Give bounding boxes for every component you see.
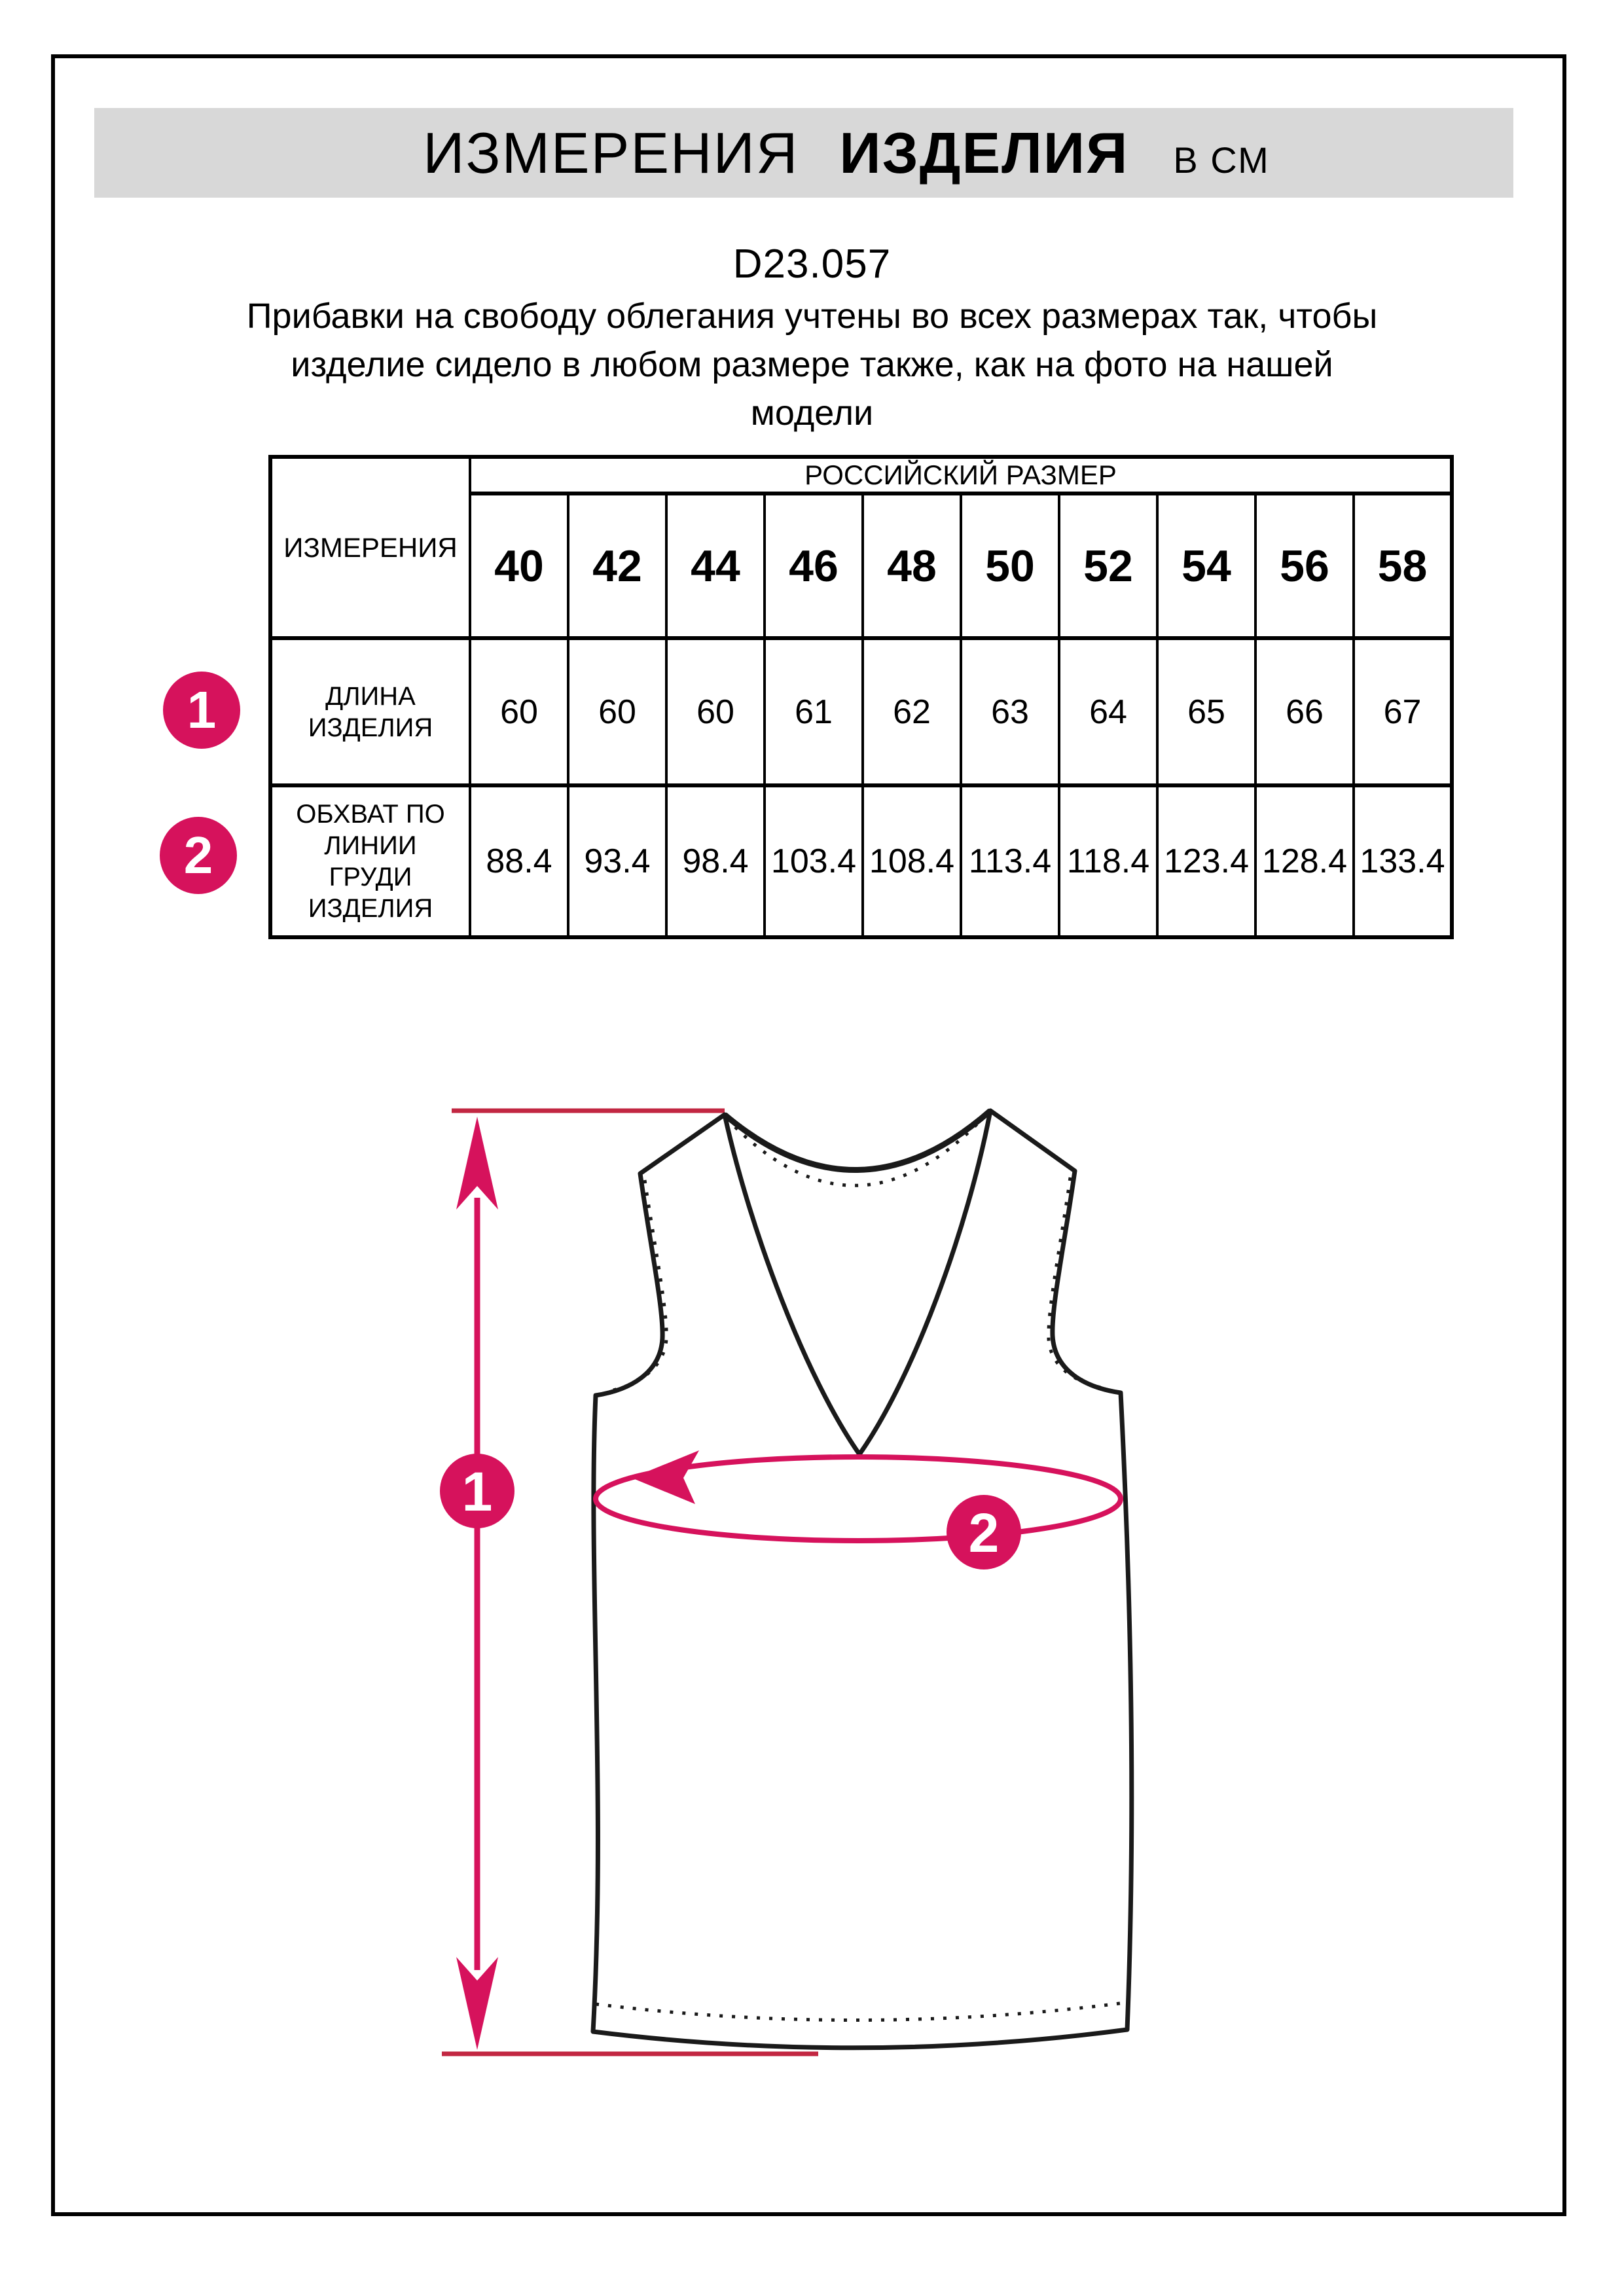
row-label-line: ИЗДЕЛИЯ: [308, 894, 433, 923]
row-label-line: ЛИНИИ: [324, 831, 417, 860]
product-code: D23.057: [732, 242, 892, 287]
value-cell: 98.4: [666, 785, 765, 937]
value-cell: 60: [666, 638, 765, 785]
value-cell: 65: [1157, 638, 1255, 785]
value-cell: 123.4: [1157, 785, 1255, 937]
chest-marker: [947, 1495, 1021, 1570]
chest-marker-number: 2: [968, 1502, 1000, 1564]
description-line: модели: [750, 393, 874, 433]
size-header-cell: 52: [1059, 493, 1157, 638]
row-label-line: ИЗДЕЛИЯ: [308, 713, 433, 742]
value-cell: 118.4: [1059, 785, 1157, 937]
row-label-line: ОБХВАТ ПО: [296, 800, 445, 829]
value-cell: 60: [568, 638, 666, 785]
garment-diagram: [393, 1060, 1244, 2081]
size-group-header: РОССИЙСКИЙ РАЗМЕР: [470, 457, 1452, 493]
row-number-badge-2: 2: [160, 817, 237, 894]
title-bar: [94, 108, 1513, 198]
length-marker: [440, 1454, 514, 1528]
value-cell: 133.4: [1354, 785, 1452, 937]
size-header-cell: 58: [1354, 493, 1452, 638]
description-line: изделие сидело в любом размере также, как на фото на нашей: [291, 345, 1333, 384]
value-cell: 66: [1255, 638, 1354, 785]
title-unit: В СМ: [1173, 139, 1270, 181]
measurements-column-header: ИЗМЕРЕНИЯ: [270, 457, 470, 638]
value-cell: 113.4: [961, 785, 1059, 937]
size-header-cell: 42: [568, 493, 666, 638]
row-label-line: ГРУДИ: [329, 863, 412, 891]
size-header-cell: 50: [961, 493, 1059, 638]
size-header-cell: 56: [1255, 493, 1354, 638]
garment-outline: [593, 1111, 1132, 2048]
title-measurements: ИЗМЕРЕНИЯ: [423, 120, 799, 185]
table-row: [270, 785, 1452, 937]
size-header-cell: 44: [666, 493, 765, 638]
page-title: [423, 120, 1270, 185]
value-cell: 128.4: [1255, 785, 1354, 937]
back-neckline: [725, 1111, 990, 1170]
value-cell: 60: [470, 638, 568, 785]
value-cell: 108.4: [863, 785, 961, 937]
value-cell: 88.4: [470, 785, 568, 937]
value-cell: 93.4: [568, 785, 666, 937]
length-arrow: [456, 1117, 498, 2050]
value-cell: 62: [863, 638, 961, 785]
table-row: [270, 638, 1452, 785]
arrowhead-down-icon: [456, 1957, 498, 2050]
size-header-cell: 48: [863, 493, 961, 638]
size-header-cell: 46: [765, 493, 863, 638]
row-number-badge-1: 1: [163, 672, 240, 749]
value-cell: 63: [961, 638, 1059, 785]
length-marker-number: 1: [461, 1461, 493, 1522]
size-header-cell: 40: [470, 493, 568, 638]
size-header-cell: 54: [1157, 493, 1255, 638]
description: [0, 292, 1624, 437]
row-label: [270, 785, 470, 937]
value-cell: 103.4: [765, 785, 863, 937]
row-label: [270, 638, 470, 785]
row-label-line: ДЛИНА: [325, 681, 416, 711]
size-table: [268, 455, 1454, 939]
value-cell: 67: [1354, 638, 1452, 785]
value-cell: 64: [1059, 638, 1157, 785]
value-cell: 61: [765, 638, 863, 785]
neckline-stitch-line: [735, 1121, 980, 1185]
arrowhead-up-icon: [456, 1117, 498, 1210]
description-line: Прибавки на свободу облегания учтены во всех размерах так, чтобы: [246, 296, 1378, 336]
title-product: ИЗДЕЛИЯ: [839, 120, 1129, 185]
